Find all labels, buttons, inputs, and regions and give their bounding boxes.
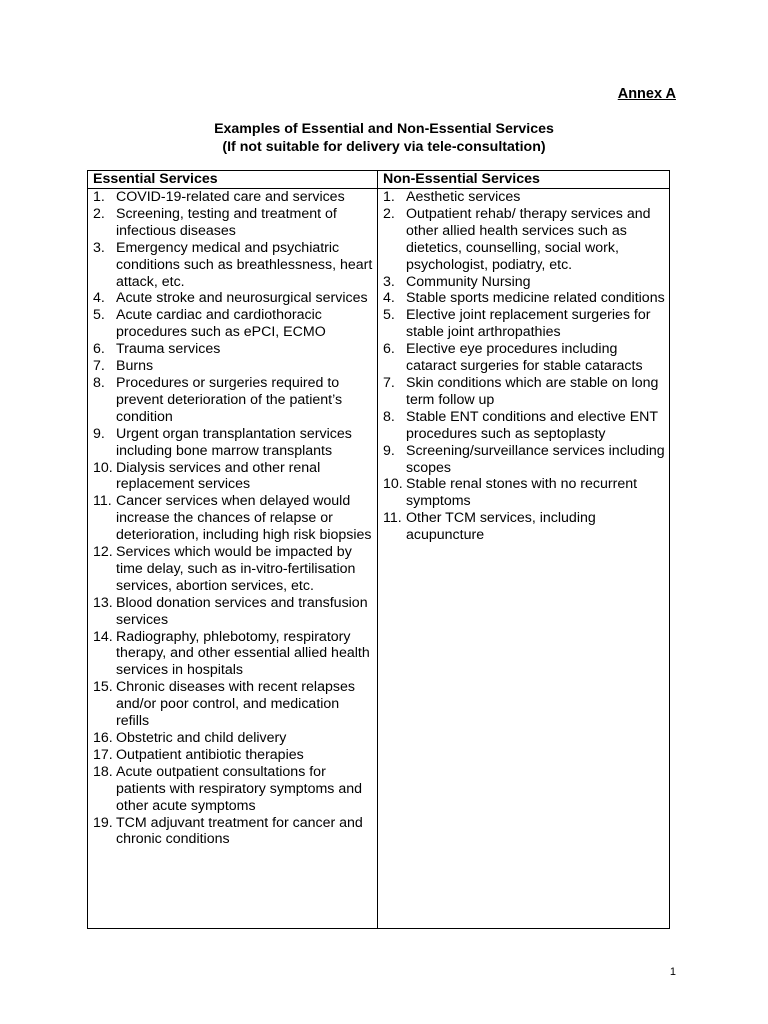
list-item-number: 3. [383,273,395,290]
non-essential-service-item [383,443,665,477]
header-essential: Essential Services [88,171,378,189]
non-essential-service-item [383,409,665,443]
essential-service-item [93,290,373,307]
essential-service-item [93,747,373,764]
list-item-text: Acute cardiac and cardiothoracic procedures such as ePCI, ECMO [116,307,326,341]
list-item-number: 18. [93,763,113,780]
services-table [87,170,670,929]
non-essential-list [383,189,665,544]
list-item-text: Outpatient antibiotic therapies [116,746,304,763]
list-item-text: Burns [116,358,154,375]
non-essential-service-item [383,274,665,291]
list-item-number: 6. [93,341,105,358]
list-item-text: Blood donation services and transfusion services [116,594,368,628]
list-item-number: 8. [93,374,105,391]
list-item-number: 15. [93,679,113,696]
essential-service-item [93,493,373,544]
list-item-text: Cancer services when delayed would increase the chances of relapse or deterioration, including high risk biopsies [116,493,372,544]
essential-service-item [93,206,373,240]
non-essential-service-item [383,341,665,375]
essential-list [93,189,373,848]
list-item-number: 11. [383,510,402,527]
list-item-number: 2. [383,205,395,222]
list-item-number: 19. [93,814,113,831]
essential-service-item [93,189,373,206]
list-item-number: 1. [93,189,105,205]
non-essential-service-item [383,510,665,544]
list-item-text: Stable renal stones with no recurrent symptoms [406,476,638,510]
essential-service-item [93,764,373,815]
list-item-text: COVID-19-related care and services [116,189,345,205]
list-item-text: Screening/surveillance services including scopes [406,442,665,476]
title-line-1: Examples of Essential and Non-Essential Services [214,121,554,137]
list-item-text: Acute outpatient consultations for patients with respiratory symptoms and other acute symptoms [116,763,363,814]
list-item-number: 10. [93,459,113,476]
essential-service-item [93,358,373,375]
list-item-number: 2. [93,205,105,222]
list-item-text: Radiography, phlebotomy, respiratory therapy, and other essential allied health services in hospitals [116,628,370,679]
table-header-row [88,171,670,189]
list-item-text: TCM adjuvant treatment for cancer and chronic conditions [116,814,363,848]
essential-service-item [93,375,373,426]
list-item-text: Obstetric and child delivery [116,730,287,746]
list-item-text: Other TCM services, including acupuncture [406,510,596,544]
list-item-number: 14. [93,628,113,645]
list-item-number: 13. [93,594,113,611]
non-essential-service-item [383,476,665,510]
list-item-number: 16. [93,730,113,746]
non-essential-service-item [383,375,665,409]
annex-label: Annex A [617,86,676,102]
list-item-number: 1. [383,189,395,205]
list-item-text: Services which would be impacted by time delay, such as in-vitro-fertilisation services, abortion services, etc. [116,544,356,594]
list-item-text: Procedures or surgeries required to prevent deterioration of the patient’s condition [116,374,343,425]
essential-service-item [93,240,373,291]
list-item-text: Dialysis services and other renal replacement services [116,459,321,493]
list-item-number: 8. [383,408,395,425]
list-item-text: Screening, testing and treatment of infectious diseases [116,205,337,239]
list-item-text: Acute stroke and neurosurgical services [116,290,368,307]
list-item-number: 9. [383,442,395,459]
essential-service-item [93,341,373,358]
list-item-number: 5. [93,307,105,324]
non-essential-column [378,189,670,929]
list-item-text: Elective eye procedures including cataract surgeries for stable cataracts [406,341,643,375]
essential-service-item [93,544,373,595]
list-item-text: Elective joint replacement surgeries for stable joint arthropathies [406,307,651,341]
list-item-number: 9. [93,425,105,442]
list-item-text: Urgent organ transplantation services including bone marrow transplants [116,425,352,459]
title-line-2: (If not suitable for delivery via tele-consultation) [222,139,546,155]
essential-service-item [93,679,373,730]
list-item-number: 3. [93,239,105,256]
list-item-number: 17. [93,746,113,763]
essential-service-item [93,730,373,747]
list-item-text: Skin conditions which are stable on long term follow up [406,374,659,408]
list-item-text: Community Nursing [406,273,531,290]
list-item-text: Aesthetic services [406,189,521,205]
essential-service-item [93,460,373,494]
list-item-number: 5. [383,307,395,324]
essential-service-item [93,629,373,680]
list-item-number: 7. [383,374,395,391]
list-item-number: 4. [383,290,395,307]
document-title [0,120,768,156]
non-essential-service-item [383,290,665,307]
list-item-number: 10. [383,476,403,493]
essential-service-item [93,595,373,629]
list-item-text: Emergency medical and psychiatric conditions such as breathlessness, heart attack, etc. [116,239,373,290]
list-item-text: Chronic diseases with recent relapses and/or poor control, and medication refills [116,679,355,730]
essential-column [88,189,378,929]
essential-service-item [93,307,373,341]
list-item-text: Stable sports medicine related conditions [406,290,665,307]
list-item-number: 11. [93,493,112,510]
list-item-number: 6. [383,341,395,358]
essential-service-item [93,426,373,460]
list-item-number: 4. [93,290,105,307]
table-body-row [88,189,670,929]
list-item-number: 12. [93,544,113,561]
essential-service-item [93,815,373,849]
list-item-text: Stable ENT conditions and elective ENT procedures such as septoplasty [406,408,658,442]
non-essential-service-item [383,206,665,274]
non-essential-service-item [383,189,665,206]
list-item-text: Outpatient rehab/ therapy services and other allied health services such as dietetics, counselling, social work, psychologist, podiatry, etc. [406,205,651,273]
list-item-text: Trauma services [116,341,221,358]
header-non-essential: Non-Essential Services [378,171,670,189]
page-number: 1 [669,966,676,978]
list-item-number: 7. [93,358,105,375]
non-essential-service-item [383,307,665,341]
